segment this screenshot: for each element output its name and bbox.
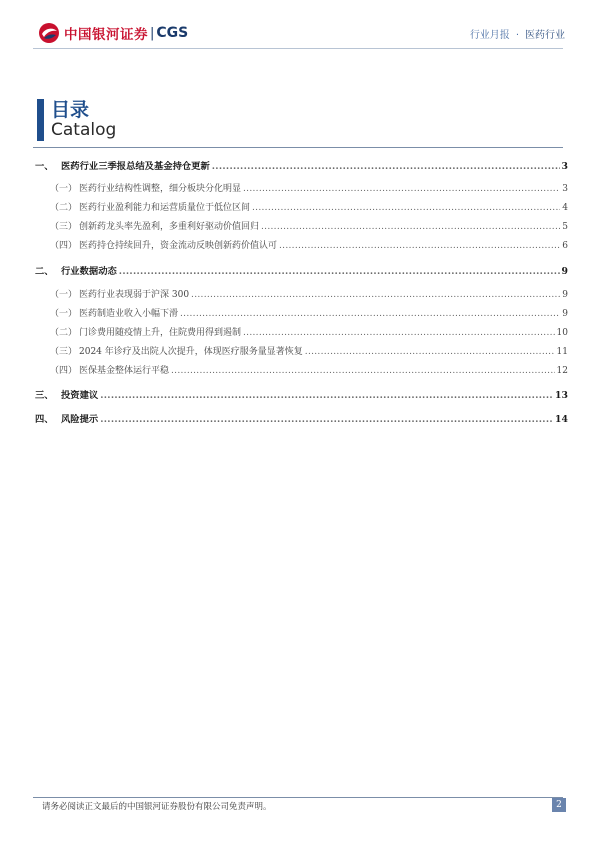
company-logo bbox=[38, 22, 188, 44]
toc-leader bbox=[243, 328, 555, 338]
toc-text: 医药行业三季报总结及基金持仓更新 bbox=[61, 161, 210, 172]
toc-number: （四） bbox=[50, 241, 78, 251]
toc-page: 4 bbox=[562, 203, 568, 213]
toc-text: 医药持仓持续回升，资金流动反映创新药价值认可 bbox=[79, 241, 278, 251]
toc-number: （二） bbox=[50, 328, 78, 338]
toc-number: （二） bbox=[50, 203, 78, 213]
toc-leader bbox=[261, 222, 560, 232]
footer-divider bbox=[33, 797, 563, 798]
toc-entry-subsection[interactable] bbox=[35, 287, 568, 301]
toc-page: 3 bbox=[561, 161, 568, 172]
title-divider bbox=[33, 147, 563, 148]
toc-leader bbox=[171, 366, 555, 376]
toc-leader bbox=[180, 309, 560, 319]
toc-text: 医药行业结构性调整，细分板块分化明显 bbox=[79, 184, 242, 194]
logo-separator: | bbox=[150, 25, 155, 41]
toc-leader bbox=[212, 161, 560, 172]
toc-page: 5 bbox=[562, 222, 568, 232]
toc-number: 四、 bbox=[35, 414, 54, 425]
toc-text: 医药行业表现弱于沪深 300 bbox=[79, 290, 190, 300]
toc-number: （三） bbox=[50, 222, 78, 232]
toc-text: 2024 年诊疗及出院人次提升，体现医疗服务量显著恢复 bbox=[79, 347, 303, 357]
report-category bbox=[470, 26, 565, 41]
toc-text: 创新药龙头率先盈利，多重利好驱动价值回归 bbox=[79, 222, 260, 232]
toc-text: 医保基金整体运行平稳 bbox=[79, 366, 170, 376]
logo-chinese-text: 中国银河证券 bbox=[64, 27, 148, 43]
toc-entry-section-3[interactable] bbox=[35, 387, 568, 401]
toc-text: 风险提示 bbox=[61, 414, 99, 425]
galaxy-logo-icon bbox=[38, 22, 60, 44]
title-accent-bar bbox=[37, 99, 44, 141]
toc-leader bbox=[305, 347, 555, 357]
toc-leader bbox=[243, 184, 560, 194]
toc-entry-subsection[interactable] bbox=[35, 219, 568, 233]
header-divider bbox=[33, 48, 563, 49]
toc-page: 3 bbox=[562, 184, 568, 194]
toc-page: 13 bbox=[555, 390, 568, 401]
toc-page: 12 bbox=[556, 366, 568, 376]
toc-entry-subsection[interactable] bbox=[35, 181, 568, 195]
toc-text: 门诊费用随疫情上升，住院费用得到遏制 bbox=[79, 328, 242, 338]
toc-entry-subsection[interactable] bbox=[35, 238, 568, 252]
report-type-label: 行业月报 bbox=[469, 30, 510, 41]
page-number-badge: 2 bbox=[552, 798, 566, 812]
toc-number: （三） bbox=[50, 347, 78, 357]
toc-number: 二、 bbox=[35, 266, 54, 277]
toc-entry-section-4[interactable] bbox=[35, 411, 568, 425]
toc-text: 投资建议 bbox=[61, 390, 99, 401]
toc-page: 9 bbox=[561, 266, 568, 277]
toc-number: （一） bbox=[50, 290, 78, 300]
sector-label: 医药行业 bbox=[525, 30, 565, 41]
separator-dot: · bbox=[515, 30, 519, 41]
toc-leader bbox=[191, 290, 560, 300]
page-header bbox=[0, 0, 596, 48]
toc-entry-section-1[interactable] bbox=[35, 158, 568, 172]
toc-number: （四） bbox=[50, 366, 78, 376]
toc-number: （一） bbox=[50, 309, 78, 319]
toc-entry-subsection[interactable] bbox=[35, 344, 568, 358]
toc-leader bbox=[100, 414, 553, 425]
toc-number: 一、 bbox=[35, 161, 54, 172]
toc-entry-subsection[interactable] bbox=[35, 325, 568, 339]
footer-disclaimer: 请务必阅读正文最后的中国银河证券股份有限公司免责声明。 bbox=[42, 802, 272, 812]
toc-page: 9 bbox=[562, 290, 568, 300]
toc-leader bbox=[100, 390, 553, 401]
toc-leader bbox=[279, 241, 560, 251]
toc-page: 9 bbox=[562, 309, 568, 319]
toc-entry-section-2[interactable] bbox=[35, 263, 568, 277]
toc-entry-subsection[interactable] bbox=[35, 200, 568, 214]
toc-text: 医药行业盈利能力和运营质量位于低位区间 bbox=[79, 203, 251, 213]
toc-leader bbox=[119, 266, 560, 277]
toc-number: （一） bbox=[50, 184, 78, 194]
toc-page: 10 bbox=[556, 328, 568, 338]
toc-text: 行业数据动态 bbox=[61, 266, 117, 277]
logo-english-text: CGS bbox=[156, 25, 189, 41]
toc-entry-subsection[interactable] bbox=[35, 306, 568, 320]
catalog-title-cn: 目录 bbox=[51, 99, 90, 121]
toc-page: 11 bbox=[556, 347, 568, 357]
toc-text: 医药制造业收入小幅下滑 bbox=[79, 309, 179, 319]
toc-page: 6 bbox=[562, 241, 568, 251]
catalog-title-en: Catalog bbox=[51, 120, 117, 140]
toc-page: 14 bbox=[555, 414, 568, 425]
toc-leader bbox=[252, 203, 560, 213]
toc-number: 三、 bbox=[35, 390, 54, 401]
toc-entry-subsection[interactable] bbox=[35, 363, 568, 377]
